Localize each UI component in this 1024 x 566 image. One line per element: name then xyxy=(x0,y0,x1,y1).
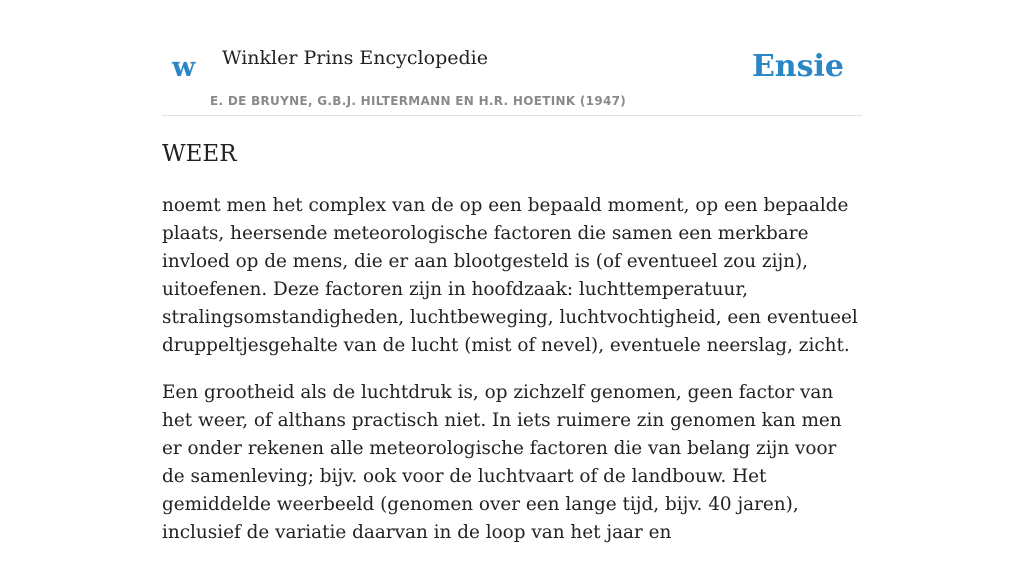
article-body xyxy=(162,192,862,566)
encyclopedia-title[interactable]: Winkler Prins Encyclopedie xyxy=(222,47,488,69)
authors-line: E. DE BRUYNE, G.B.J. HILTERMANN EN H.R. HOETINK (1947) xyxy=(210,94,627,108)
article-paragraph: noemt men het complex van de op een bepaald moment, op een bepaalde plaats, heersende meteorologische factoren die samen een merkbare invloed op de mens, die er aan blootgesteld is (of eventueel zou zijn), uitoefenen. Deze factoren zijn in hoofdzaak: luchttemperatuur, stralingsomstandigheden, luchtbeweging, luchtvochtigheid, een eventueel druppeltjesgehalte van de lucht (mist of nevel), eventuele neerslag, zicht. xyxy=(162,195,858,356)
logo-icon[interactable]: w xyxy=(172,52,196,83)
article-headword: WEER xyxy=(162,141,237,167)
article-paragraph: Een grootheid als de luchtdruk is, op zichzelf genomen, geen factor van het weer, of althans practisch niet. In iets ruimere zin genomen kan men er onder rekenen alle meteorologische factoren die van belang zijn voor de samenleving; bijv. ook voor de luchtvaart of de landbouw. Het gemiddelde weerbeeld (genomen over een lange tijd, bijv. 40 jaren), inclusief de variatie daarvan in de loop van het jaar en xyxy=(162,382,842,543)
brand-logo[interactable]: Ensie xyxy=(751,49,844,84)
header xyxy=(162,40,862,116)
